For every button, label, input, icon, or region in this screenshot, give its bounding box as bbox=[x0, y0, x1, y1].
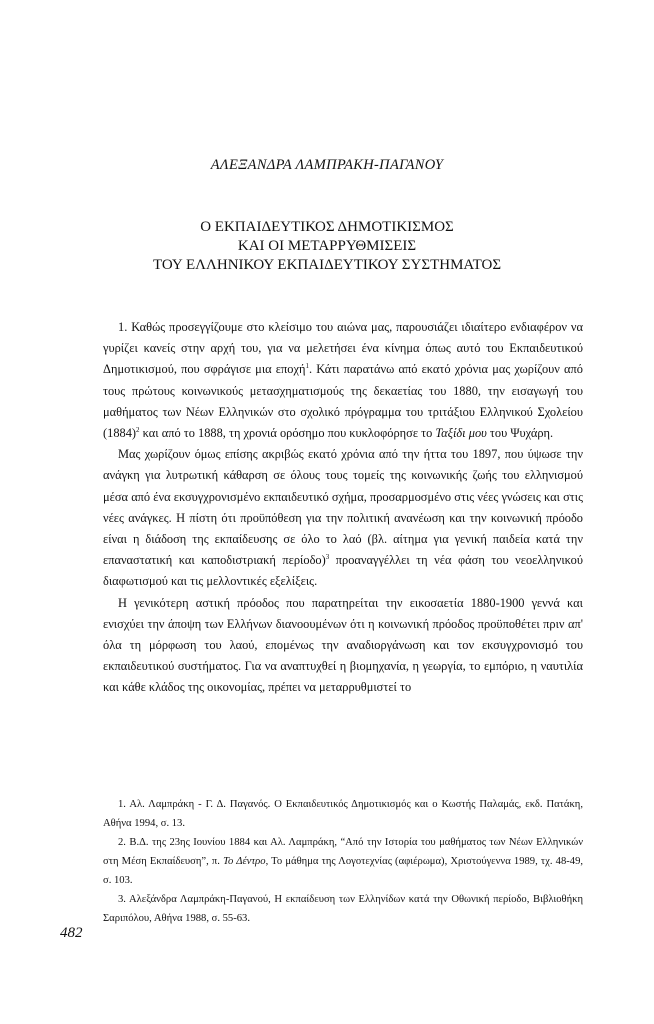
footnote-3: 3. Αλεξάνδρα Λαμπράκη-Παγανού, Η εκπαίδευση των Ελληνίδων κατά την Οθωνική περίοδο, Βιβλιοθήκη Σαριπόλου, Αθήνα 1988, σ. 55-63. bbox=[103, 894, 583, 924]
paragraph-1 bbox=[103, 317, 583, 444]
paragraph-1-text-b: . Κάτι παρατάνω από εκατό χρόνια μας χωρίζουν από τους πρώτους κοινωνικούς μετασχηματισμούς της δεκαετίας του 1880, την εισαγωγή του μαθήματος των Νέων Ελληνικών στο σχολικό πρόγραμμα του τριτάξιου Ελληνικού Σχολείου (1884) bbox=[103, 362, 583, 441]
paragraph-1-text-d: του Ψυχάρη. bbox=[486, 426, 554, 441]
journal-title-italic: Το Δέντρο bbox=[223, 856, 266, 867]
paragraph-2-text-b: προαναγγέλλει τη νέα φάση του νεοελληνικού διαφωτισμού και τις μελλοντικές εξελίξεις. bbox=[103, 553, 583, 589]
title-line-3: ΤΟΥ ΕΛΛΗΝΙΚΟΥ ΕΚΠΑΙΔΕΥΤΙΚΟΥ ΣΥΣΤΗΜΑΤΟΣ bbox=[152, 257, 502, 273]
footnote-ref-3: 3 bbox=[325, 553, 330, 562]
footnote-2 bbox=[103, 833, 583, 890]
paragraph-2-text-a: Μας χωρίζουν όμως επίσης ακριβώς εκατό χρόνια από την ήττα του 1897, που ύψωσε την ανάγκη για λυτρωτική κάθαρση σε όλους τους τομείς της κοινωνικής ζωής του ελληνισμού μέσα από ένα εκσυγχρονισμένο εκπαιδευτικό σχήμα, προσαρμοσμένο στις νέες γνώσεις και στις νέες ανάγκες. Η πίστη ότι προϋπόθεση για την πολιτική ανανέωση και την κοινωνική πρόοδο είναι η διάδοση της εκπαίδευσης σε όλο το λαό (βλ. αίτημα για γενική παιδεία κατά την επαναστατική και καποδιστριακή περίοδο) bbox=[103, 447, 583, 568]
page-number: 482 bbox=[60, 925, 83, 941]
footnote-ref-1: 1 bbox=[305, 362, 309, 371]
paragraph-1-text-a: 1. Καθώς προσεγγίζουμε στο κλείσιμο του αιώνα μας, παρουσιάζει ιδιαίτερο ενδιαφέρον να γυρίζει κανείς στην αρχή του, για να μελετήσει ένα κίνημα όπως αυτό του Εκπαιδευτικού Δημοτικισμού, που σφράγισε μια εποχή bbox=[103, 320, 583, 377]
title-line-2: ΚΑΙ ΟΙ ΜΕΤΑΡΡΥΘΜΙΣΕΙΣ bbox=[237, 238, 417, 254]
footnote-ref-2: 2 bbox=[136, 425, 140, 434]
article-title bbox=[0, 218, 654, 275]
author-name: ΑΛΕΞΑΝΔΡΑ ΛΑΜΠΡΑΚΗ-ΠΑΓΑΝΟΥ bbox=[210, 157, 444, 173]
title-line-1: Ο ΕΚΠΑΙΔΕΥΤΙΚΟΣ ΔΗΜΟΤΙΚΙΣΜΟΣ bbox=[200, 219, 454, 235]
footnote-2-text-b: , Το μάθημα της Λογοτεχνίας (αφιέρωμα), Χριστούγεννα 1989, τχ. 48-49, σ. 103. bbox=[103, 856, 584, 886]
footnotes bbox=[103, 795, 583, 928]
book-title-italic: Ταξίδι μου bbox=[435, 426, 487, 441]
paragraph-1-text-c: και από το 1888, τη χρονιά ορόσημο που κυκλοφόρησε το bbox=[139, 426, 436, 441]
body-text bbox=[103, 317, 583, 699]
paragraph-3: Η γενικότερη αστική πρόοδος που παρατηρείται την εικοσαετία 1880-1900 γεννά και ενισχύει την άποψη των Ελλήνων διανοουμένων ότι η κοινωνική πρόοδος προϋποθέτει πριν απ' όλα τη μόρφωση του λαού, επομένως την αναδιοργάνωση και τον εκσυγχρονισμό του εκπαιδευτικού συστήματος. Για να αναπτυχθεί η βιομηχανία, η γεωργία, το εμπόριο, η ναυτιλία και κάθε κλάδος της οικονομίας, πρέπει να μεταρρυθμιστεί το bbox=[103, 595, 583, 695]
footnote-1: 1. Αλ. Λαμπράκη - Γ. Δ. Παγανός. Ο Εκπαιδευτικός Δημοτικισμός και ο Κωστής Παλαμάς, εκδ. Πατάκη, Αθήνα 1994, σ. 13. bbox=[103, 799, 583, 829]
paragraph-2 bbox=[103, 444, 583, 592]
footnote-2-text-a: 2. Β.Δ. της 23ης Ιουνίου 1884 και Αλ. Λαμπράκη, “Από την Ιστορία του μαθήματος των Νέων Ελληνικών στη Μέση Εκπαίδευση”, π. bbox=[103, 837, 583, 867]
